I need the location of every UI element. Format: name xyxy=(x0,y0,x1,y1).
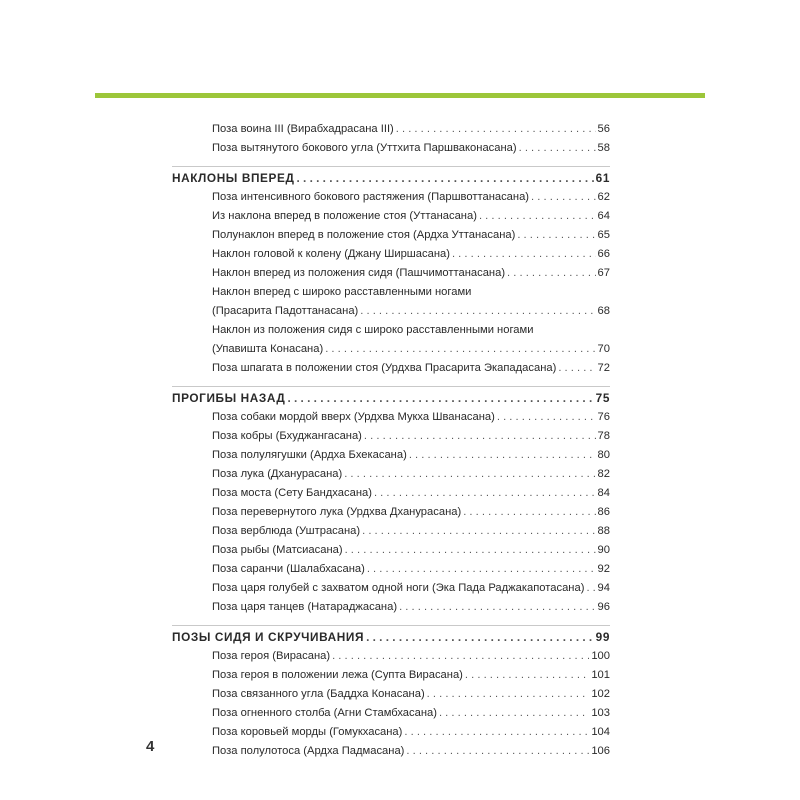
toc-entry-title: Поза лука (Дханурасана) xyxy=(212,468,343,480)
toc-entry-title: Поза героя в положении лежа (Супта Вирасана) xyxy=(212,669,463,681)
toc-entry-page: 86 xyxy=(597,506,610,518)
dot-leader xyxy=(479,207,596,226)
toc-entry-page: 90 xyxy=(597,544,610,556)
toc-entry[interactable] xyxy=(172,245,610,264)
toc-entry-title: Поза воина III (Вирабхадрасана III) xyxy=(212,123,394,135)
toc-top-entries xyxy=(172,120,610,158)
dot-leader xyxy=(497,408,596,427)
table-of-contents xyxy=(172,120,610,761)
toc-entry-page: 76 xyxy=(597,411,610,423)
dot-leader xyxy=(399,598,595,617)
toc-entry[interactable] xyxy=(172,207,610,226)
toc-entry-page: 104 xyxy=(591,726,610,738)
toc-entry-title: Поза огненного столба (Агни Стамбхасана) xyxy=(212,707,437,719)
toc-section-seated-twists xyxy=(172,625,610,761)
dot-leader xyxy=(507,264,596,283)
dot-leader xyxy=(325,340,595,359)
toc-entry-title: Наклон головой к колену (Джану Ширшасана) xyxy=(212,248,450,260)
toc-entry-title: Поза царя голубей с захватом одной ноги (Эка Пада Раджакапотасана) xyxy=(212,582,585,594)
toc-entry-page: 100 xyxy=(591,650,610,662)
toc-entry-page: 84 xyxy=(597,487,610,499)
toc-entry-page: 101 xyxy=(591,669,610,681)
dot-leader xyxy=(465,666,589,685)
dot-leader xyxy=(586,579,595,598)
section-page: 75 xyxy=(595,391,610,405)
toc-entry-first-line[interactable] xyxy=(172,321,610,340)
dot-leader xyxy=(519,139,596,158)
toc-entry[interactable] xyxy=(172,120,610,139)
dot-leader xyxy=(367,560,596,579)
toc-entry-page: 67 xyxy=(597,267,610,279)
toc-section-heading[interactable] xyxy=(172,628,610,647)
dot-leader xyxy=(296,169,593,188)
toc-entry[interactable] xyxy=(172,408,610,427)
toc-entry-page: 92 xyxy=(597,563,610,575)
green-header-rule xyxy=(95,93,705,98)
toc-entry[interactable] xyxy=(172,598,610,617)
toc-entry-page: 65 xyxy=(597,229,610,241)
toc-entry-page: 72 xyxy=(597,362,610,374)
dot-leader xyxy=(374,484,596,503)
toc-entry-title-line1: Наклон вперед с широко расставленными ногами xyxy=(212,286,472,298)
toc-entry-page: 103 xyxy=(591,707,610,719)
toc-entry-title: Полунаклон вперед в положение стоя (Ардха Уттанасана) xyxy=(212,229,516,241)
dot-leader xyxy=(463,503,595,522)
toc-entry[interactable] xyxy=(172,742,610,761)
toc-entry-title: Поза коровьей морды (Гомукхасана) xyxy=(212,726,403,738)
dot-leader xyxy=(396,120,596,139)
page-number: 4 xyxy=(146,738,155,755)
toc-entry[interactable] xyxy=(172,446,610,465)
toc-entry[interactable] xyxy=(172,264,610,283)
toc-entry-page: 80 xyxy=(597,449,610,461)
toc-entry-first-line[interactable] xyxy=(172,283,610,302)
toc-entry[interactable] xyxy=(172,685,610,704)
toc-entry-title: Поза полулягушки (Ардха Бхекасана) xyxy=(212,449,407,461)
toc-entry[interactable] xyxy=(172,188,610,207)
toc-entry-page: 62 xyxy=(597,191,610,203)
dot-leader xyxy=(517,226,595,245)
dot-leader xyxy=(439,704,589,723)
dot-leader xyxy=(332,647,589,666)
dot-leader xyxy=(344,465,595,484)
section-title: ПРОГИБЫ НАЗАД xyxy=(172,391,286,405)
toc-entry-title: Поза кобры (Бхуджангасана) xyxy=(212,430,362,442)
dot-leader xyxy=(345,541,596,560)
dot-leader xyxy=(287,389,593,408)
toc-section-backbends xyxy=(172,386,610,617)
section-title: НАКЛОНЫ ВПЕРЕД xyxy=(172,171,295,185)
section-page: 99 xyxy=(595,630,610,644)
toc-section-heading[interactable] xyxy=(172,389,610,408)
dot-leader xyxy=(558,359,595,378)
dot-leader xyxy=(409,446,596,465)
toc-entry[interactable] xyxy=(172,723,610,742)
toc-entry[interactable] xyxy=(172,340,610,359)
toc-entry[interactable] xyxy=(172,647,610,666)
toc-entry-page: 70 xyxy=(597,343,610,355)
toc-entry[interactable] xyxy=(172,226,610,245)
toc-entry-page: 58 xyxy=(597,142,610,154)
toc-entry[interactable] xyxy=(172,465,610,484)
toc-entry-title: (Упавишта Конасана) xyxy=(212,343,324,355)
dot-leader xyxy=(404,723,589,742)
toc-entry-title: Поза полулотоса (Ардха Падмасана) xyxy=(212,745,405,757)
toc-entry-page: 96 xyxy=(597,601,610,613)
toc-entry-title: Поза саранчи (Шалабхасана) xyxy=(212,563,365,575)
toc-entry-page: 94 xyxy=(597,582,610,594)
section-title: ПОЗЫ СИДЯ И СКРУЧИВАНИЯ xyxy=(172,630,365,644)
toc-entry[interactable] xyxy=(172,503,610,522)
dot-leader xyxy=(452,245,596,264)
toc-entry-page: 56 xyxy=(597,123,610,135)
toc-entry[interactable] xyxy=(172,522,610,541)
toc-entry-title: Поза связанного угла (Баддха Конасана) xyxy=(212,688,425,700)
dot-leader xyxy=(360,302,595,321)
toc-entry[interactable] xyxy=(172,704,610,723)
toc-entry-title: Поза вытянутого бокового угла (Уттхита Паршваконасана) xyxy=(212,142,517,154)
toc-section-heading[interactable] xyxy=(172,169,610,188)
toc-entry-title: Поза рыбы (Матсиасана) xyxy=(212,544,343,556)
toc-entry-title: Наклон вперед из положения сидя (Пашчимоттанасана) xyxy=(212,267,506,279)
dot-leader xyxy=(366,628,594,647)
toc-entry-page: 64 xyxy=(597,210,610,222)
toc-entry-page: 102 xyxy=(591,688,610,700)
toc-entry-title: Поза перевернутого лука (Урдхва Дханурасана) xyxy=(212,506,462,518)
toc-entry-page: 78 xyxy=(597,430,610,442)
toc-section-forward-bends xyxy=(172,166,610,378)
toc-entry[interactable] xyxy=(172,484,610,503)
toc-entry-title: (Прасарита Падоттанасана) xyxy=(212,305,359,317)
toc-entry-title: Поза героя (Вирасана) xyxy=(212,650,331,662)
toc-entry[interactable] xyxy=(172,139,610,158)
toc-entry-title: Поза шпагата в положении стоя (Урдхва Прасарита Экападасана) xyxy=(212,362,557,374)
toc-entry[interactable] xyxy=(172,666,610,685)
toc-entry-page: 88 xyxy=(597,525,610,537)
toc-entry-page: 66 xyxy=(597,248,610,260)
toc-entry-title-line1: Наклон из положения сидя с широко расставленными ногами xyxy=(212,324,534,336)
toc-entry-title: Поза интенсивного бокового растяжения (Паршвоттанасана) xyxy=(212,191,530,203)
dot-leader xyxy=(427,685,590,704)
toc-entry-page: 82 xyxy=(597,468,610,480)
toc-entry[interactable] xyxy=(172,579,610,598)
dot-leader xyxy=(406,742,589,761)
toc-entry[interactable] xyxy=(172,560,610,579)
dot-leader xyxy=(531,188,596,207)
toc-entry-title: Поза собаки мордой вверх (Урдхва Мукха Шванасана) xyxy=(212,411,495,423)
section-page: 61 xyxy=(595,171,610,185)
toc-entry-title: Из наклона вперед в положение стоя (Уттанасана) xyxy=(212,210,477,222)
toc-entry[interactable] xyxy=(172,427,610,446)
toc-entry-title: Поза моста (Сету Бандхасана) xyxy=(212,487,372,499)
toc-entry[interactable] xyxy=(172,541,610,560)
toc-entry[interactable] xyxy=(172,359,610,378)
toc-entry-title: Поза царя танцев (Натараджасана) xyxy=(212,601,398,613)
toc-entry[interactable] xyxy=(172,302,610,321)
toc-entry-page: 106 xyxy=(591,745,610,757)
toc-entry-page: 68 xyxy=(597,305,610,317)
toc-entry-title: Поза верблюда (Уштрасана) xyxy=(212,525,361,537)
dot-leader xyxy=(364,427,596,446)
dot-leader xyxy=(362,522,595,541)
